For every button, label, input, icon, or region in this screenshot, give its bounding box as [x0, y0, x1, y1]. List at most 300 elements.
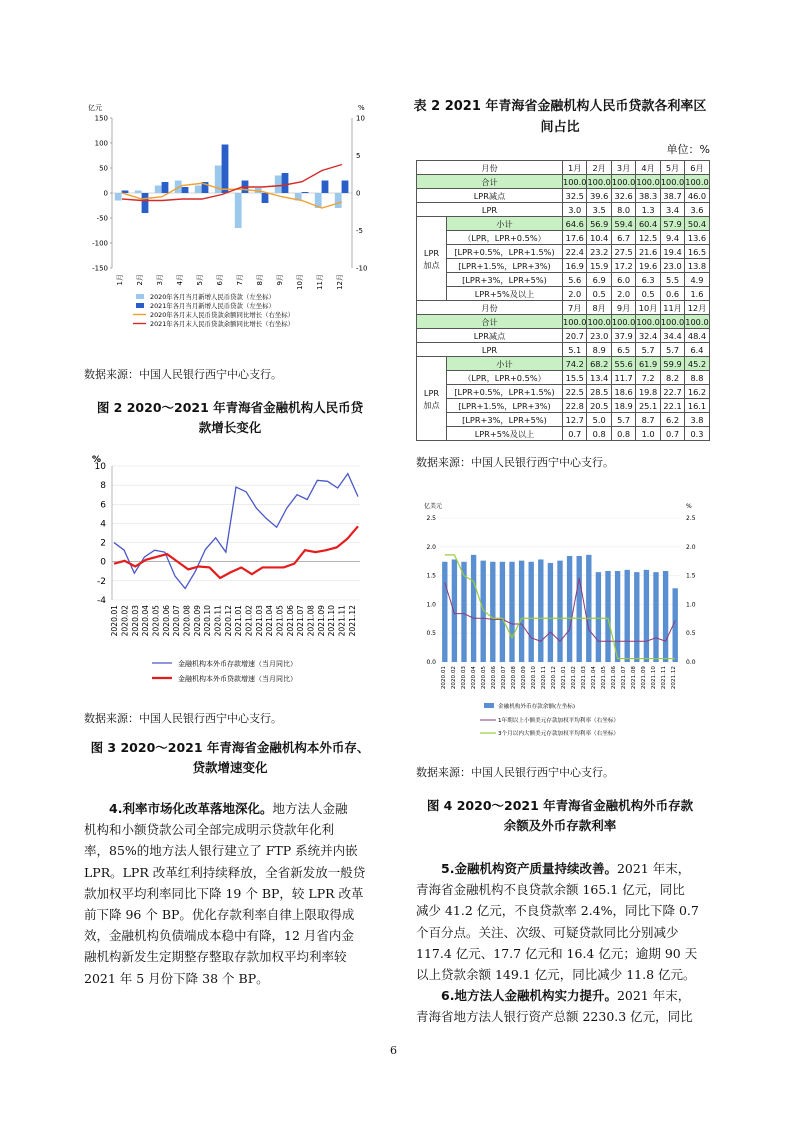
deposit-balance-bar: [634, 572, 639, 662]
row-label: （LPR，LPR+0.5%）: [447, 231, 563, 245]
y-axis-unit-left: 亿元: [88, 104, 102, 112]
bar-2020: [235, 193, 242, 228]
table-row: [417, 357, 710, 371]
figure-2-chart: [80, 96, 380, 346]
table-cell: 0.8: [587, 427, 611, 441]
y-tick-label-right: 1.5: [686, 572, 696, 580]
lpr-group-line2: 加点: [423, 399, 440, 410]
legend-swatch: [136, 303, 144, 308]
table-cell: 8.7: [636, 413, 660, 427]
table-row: [417, 385, 710, 399]
table-cell: 3.5: [587, 203, 611, 217]
table-cell: 8.9: [587, 343, 611, 357]
x-tick-label: 2021.06: [285, 605, 295, 637]
x-tick-label: 2021.09: [641, 666, 647, 690]
table-cell: 5.7: [611, 413, 635, 427]
table-cell: 1.3: [636, 203, 660, 217]
p5-line: 个百分点。关注、次级、可疑贷款同比分别减少: [416, 924, 679, 940]
table-cell: 0.5: [587, 287, 611, 301]
table-cell: 100.0: [685, 316, 709, 327]
deposit-balance-bar: [663, 571, 668, 662]
x-tick-label: 2020.03: [461, 666, 467, 690]
figure-3-caption-line1: 图 3 2020～2021 年青海省金融机构本外币存、: [90, 740, 370, 755]
y-tick-label-right: 2.5: [686, 515, 696, 522]
figure-3-caption: [80, 738, 380, 778]
y-tick-label-right: 2.0: [686, 543, 696, 551]
table-cell: 34.4: [660, 329, 684, 343]
deposit-growth-line: [114, 474, 358, 589]
deposit-balance-bar: [625, 570, 630, 662]
tick-label-left: -100: [92, 239, 108, 248]
table-cell: 0.7: [563, 427, 587, 441]
tick-label-left: 100: [94, 139, 108, 148]
table-cell: 100.0: [563, 176, 587, 187]
table-row: [417, 413, 710, 427]
tick-label-left: -50: [96, 214, 108, 223]
table-cell: 19.6: [636, 259, 660, 273]
table-2-title: [410, 96, 710, 138]
lpr-group-label: [417, 217, 447, 301]
y-tick-label-left: 2.5: [426, 515, 436, 522]
tick-label-left: 50: [99, 164, 108, 173]
table-cell: 23.0: [660, 259, 684, 273]
x-tick-label: 1月: [116, 274, 124, 286]
x-tick-label: 2020.01: [441, 666, 447, 690]
row-label: [LPR+1.5%，LPR+3%): [447, 259, 563, 273]
y-tick-label: -2: [97, 576, 106, 587]
x-tick-label: 2020.04: [141, 605, 151, 637]
x-tick-label: 2020.11: [541, 666, 547, 690]
tick-label-left: 0: [103, 189, 108, 198]
x-tick-label: 2021.01: [561, 666, 567, 690]
x-tick-label: 2020.07: [172, 605, 182, 637]
table-cell: 100.0: [636, 176, 660, 187]
table-row: [417, 343, 710, 357]
paragraph-4: [84, 798, 382, 989]
table-cell: 16.9: [563, 259, 587, 273]
table-cell: 57.9: [660, 217, 684, 231]
table-cell: 46.0: [685, 189, 709, 203]
figure-4-caption-line1: 图 4 2020～2021 年青海省金融机构外币存款: [426, 798, 694, 813]
table-cell: 5.6: [563, 273, 587, 287]
table-cell: 27.5: [611, 245, 635, 259]
lpr-group-label: [417, 357, 447, 441]
table-cell: 0.6: [660, 287, 684, 301]
table-cell: 4.9: [685, 273, 709, 287]
table-cell: 100.0: [685, 176, 709, 187]
tick-label-right: -10: [356, 264, 368, 273]
bar-2021: [302, 192, 309, 193]
tick-label-left: -150: [92, 264, 108, 273]
y-axis-unit-right: %: [358, 104, 365, 112]
table-cell: 19.8: [636, 385, 660, 399]
table-cell: 15.9: [587, 259, 611, 273]
table-cell: 32.6: [611, 189, 635, 203]
bar-2020: [195, 186, 202, 194]
y-tick-label-right: 0.5: [686, 630, 696, 638]
legend-label: 1年期以上小额美元存款加权平均利率（右坐标）: [498, 718, 620, 724]
table-row: [417, 203, 710, 217]
header-label: 月份: [417, 161, 563, 175]
table-cell: 13.8: [685, 259, 709, 273]
x-tick-label: 2020.05: [151, 605, 161, 637]
table-cell: 20.7: [563, 329, 587, 343]
table-2-title-line2: 间占比: [540, 120, 580, 135]
legend-label: 金融机构本外币贷款增速（当月同比）: [178, 675, 297, 683]
figure-3-source: 数据来源：中国人民银行西宁中心支行。: [84, 712, 282, 725]
table-2-source: 数据来源：中国人民银行西宁中心支行。: [416, 456, 614, 469]
row-label: LPR: [417, 203, 563, 217]
month-header: 5月: [660, 161, 684, 175]
legend-label: 2021年各月当月新增人民币贷款（左坐标）: [150, 302, 275, 310]
tick-label-left: 150: [94, 114, 108, 123]
month-header: 11月: [660, 301, 684, 315]
row-label: [LPR+1.5%，LPR+3%): [447, 399, 563, 413]
x-tick-label: 2020.03: [130, 605, 140, 637]
p6-heading: 6.地方法人金融机构实力提升。: [441, 988, 617, 1004]
month-header: 7月: [563, 301, 587, 315]
x-tick-label: 2021.07: [621, 666, 627, 690]
tick-label-right: 0: [356, 189, 361, 198]
x-tick-label: 2020.02: [120, 605, 130, 637]
x-tick-label: 2月: [136, 274, 144, 286]
table-row: [417, 245, 710, 259]
lpr-group-line2: 加点: [423, 259, 440, 270]
figure-2-caption-line1: 图 2 2020～2021 年青海省金融机构人民币贷: [96, 400, 364, 415]
table-cell: 50.4: [685, 217, 709, 231]
p4-heading: 4.利率市场化改革落地深化。: [109, 801, 273, 816]
deposit-balance-bar: [471, 555, 476, 662]
x-tick-label: 2021.03: [581, 666, 587, 690]
figure-3: [80, 452, 380, 694]
table-cell: 0.3: [685, 427, 709, 441]
table-cell: 22.1: [660, 399, 684, 413]
x-tick-label: 2021.03: [254, 605, 264, 637]
table-cell: 3.8: [685, 413, 709, 427]
month-header: 9月: [611, 301, 635, 315]
table-cell: 32.4: [636, 329, 660, 343]
deposit-balance-bar: [577, 556, 582, 662]
table-row: [417, 189, 710, 203]
p4-line: 款加权平均利率同比下降 19 个 BP，较 LPR 改革: [84, 885, 364, 901]
bar-2021: [342, 181, 349, 194]
table-cell: 13.6: [685, 231, 709, 245]
figure-2-caption-line2: 款增长变化: [198, 420, 262, 435]
table-cell: 100.0: [611, 176, 636, 187]
deposit-balance-bar: [557, 561, 562, 662]
table-row: [417, 399, 710, 413]
row-label: [LPR+0.5%，LPR+1.5%): [447, 245, 563, 259]
table-cell: 22.5: [563, 385, 587, 399]
y-tick-label: 10: [94, 462, 106, 472]
table-row: [417, 259, 710, 273]
table-cell: 3.4: [660, 203, 684, 217]
table-cell: 7.2: [636, 371, 660, 385]
x-tick-label: 2020.08: [511, 666, 517, 690]
table-cell: 19.4: [660, 245, 684, 259]
page-number: 6: [390, 1044, 397, 1057]
month-header: 12月: [685, 301, 709, 315]
deposit-balance-bar: [644, 570, 649, 662]
y-tick-label: 8: [100, 481, 106, 492]
legend-swatch: [136, 294, 144, 299]
tick-label-right: -5: [356, 227, 363, 235]
x-tick-label: 6月: [216, 274, 224, 286]
bar-2020: [275, 176, 282, 194]
figure-2-source: 数据来源：中国人民银行西宁中心支行。: [84, 368, 282, 381]
row-label: LPR减点: [417, 329, 563, 343]
figure-4-source: 数据来源：中国人民银行西宁中心支行。: [416, 766, 614, 779]
x-tick-label: 2021.10: [327, 605, 337, 637]
legend-label: 2020年各月当月新增人民币贷款（左坐标）: [150, 293, 275, 301]
x-tick-label: 2020.09: [521, 666, 527, 690]
x-tick-label: 2021.09: [316, 605, 326, 637]
table-cell: 16.2: [685, 385, 709, 399]
table-cell: 2.0: [563, 287, 587, 301]
table-row: [417, 175, 710, 189]
table-cell: 23.2: [587, 245, 611, 259]
x-tick-label: 9月: [276, 274, 284, 286]
table-cell: 6.3: [636, 273, 660, 287]
p4-line: 效，金融机构负债端成本稳中有降，12 月省内金: [84, 928, 354, 944]
table-cell: 28.5: [587, 385, 611, 399]
y-tick-label-left: 0.0: [426, 659, 436, 666]
table-cell: 1.0: [636, 427, 660, 441]
table-cell: 22.7: [660, 385, 684, 399]
x-tick-label: 2021.04: [591, 666, 597, 690]
month-header: 6月: [685, 161, 709, 175]
x-tick-label: 2021.10: [651, 666, 657, 690]
y-tick-label-left: 2.0: [426, 543, 436, 551]
p4-line: LPR。LPR 改革红利持续释放，全省新发放一般贷: [84, 864, 366, 880]
x-tick-label: 2021.07: [296, 605, 306, 637]
table-cell: 74.2: [563, 357, 587, 371]
table-cell: 16.1: [685, 399, 709, 413]
x-tick-label: 4月: [176, 274, 184, 286]
table-cell: 61.9: [636, 357, 660, 371]
deposit-balance-bar: [548, 563, 553, 662]
bar-2021: [182, 187, 189, 193]
legend-swatch: [484, 703, 494, 708]
table-cell: 38.7: [660, 189, 684, 203]
month-header: 3月: [611, 161, 635, 175]
row-label: LPR+5%及以上: [447, 427, 563, 441]
month-header: 1月: [563, 161, 587, 175]
table-2: [416, 160, 710, 441]
tick-label-right: 10: [356, 114, 365, 123]
legend-label: 金融机构本外币存款增速（当月同比）: [178, 660, 297, 668]
table-cell: 59.9: [660, 357, 684, 371]
table-cell: 16.5: [685, 245, 709, 259]
table-cell: 23.0: [587, 329, 611, 343]
table-cell: 6.7: [611, 231, 635, 245]
y-axis-unit-left: 亿美元: [424, 503, 443, 510]
x-tick-label: 2021.08: [631, 666, 637, 690]
x-tick-label: 5月: [196, 274, 204, 286]
table-cell: 6.0: [611, 273, 635, 287]
x-tick-label: 2020.01: [110, 605, 120, 637]
p5-line: 以上贷款余额 149.1 亿元，同比减少 11.8 亿元。: [416, 967, 696, 983]
x-tick-label: 2020.08: [182, 605, 192, 637]
p4-line: 前下降 96 个 BP。优化存款利率自律上限取得成: [84, 907, 355, 923]
p4-line: 融机构新发生定期整存整取存款加权平均利率较: [84, 949, 347, 965]
x-tick-label: 2021.12: [347, 605, 357, 637]
figure-4-caption: [410, 796, 710, 836]
table-cell: 25.1: [636, 399, 660, 413]
x-tick-label: 2020.04: [471, 666, 477, 690]
y-tick-label-left: 1.0: [426, 601, 436, 609]
table-header-row: [417, 301, 710, 315]
table-row: [417, 371, 710, 385]
table-cell: 18.9: [611, 399, 635, 413]
table-cell: 100.0: [660, 316, 685, 327]
row-label: [LPR+3%，LPR+5%): [447, 273, 563, 287]
x-tick-label: 2021.02: [244, 605, 254, 637]
line-series-2021: [122, 165, 342, 201]
table-cell: 6.5: [611, 343, 635, 357]
x-tick-label: 2021.06: [611, 666, 617, 690]
y-axis-unit: %: [92, 455, 102, 465]
deposit-balance-bar: [605, 571, 610, 662]
deposit-balance-bar: [586, 555, 591, 662]
x-tick-label: 2021.05: [275, 605, 285, 637]
month-header: 2月: [587, 161, 611, 175]
table-cell: 22.8: [563, 399, 587, 413]
x-tick-label: 10月: [296, 274, 304, 290]
deposit-balance-bar: [500, 562, 505, 662]
table-cell: 100.0: [587, 176, 611, 187]
table-row: [417, 217, 710, 231]
x-tick-label: 2021.01: [234, 605, 244, 637]
figure-4: [418, 500, 708, 740]
table-2-unit: 单位：%: [666, 143, 710, 156]
table-cell: 6.4: [685, 343, 709, 357]
p5-line: 2021 年末，: [616, 861, 691, 876]
header-label: 月份: [417, 301, 563, 315]
bar-2021: [222, 145, 229, 194]
table-cell: 0.8: [611, 427, 635, 441]
figure-3-chart: [80, 452, 380, 694]
table-cell: 68.2: [587, 357, 611, 371]
table-cell: 6.9: [587, 273, 611, 287]
bar-2020: [115, 193, 122, 201]
lpr-group-line1: LPR: [423, 387, 440, 398]
deposit-balance-bar: [490, 562, 495, 662]
x-tick-label: 2020.06: [161, 605, 171, 637]
table-row: [417, 315, 710, 329]
rate-table: [416, 160, 710, 441]
figure-3-caption-line2: 贷款增速变化: [192, 760, 268, 775]
row-label: （LPR，LPR+0.5%）: [447, 371, 563, 385]
figure-2-caption: [80, 398, 380, 438]
table-cell: 56.9: [587, 217, 611, 231]
deposit-balance-bar: [442, 562, 447, 662]
row-label: LPR: [417, 343, 563, 357]
x-tick-label: 2021.04: [265, 605, 275, 637]
bar-2020: [135, 191, 142, 194]
legend-label: 金融机构外币存款余额(左坐标): [498, 704, 576, 710]
table-cell: 1.6: [685, 287, 709, 301]
x-tick-label: 2020.11: [213, 605, 223, 637]
y-tick-label: 2: [100, 538, 106, 549]
deposit-balance-bar: [567, 556, 572, 662]
legend-label: 3个月以内大额美元存款加权平均利率（右坐标）: [498, 731, 620, 737]
lpr-group-line1: LPR: [423, 247, 440, 258]
table-cell: 8.2: [660, 371, 684, 385]
table-cell: 38.3: [636, 189, 660, 203]
table-cell: 22.4: [563, 245, 587, 259]
month-header: 10月: [636, 301, 660, 315]
table-2-title-line1: 表 2 2021 年青海省金融机构人民币贷款各利率区: [413, 99, 707, 114]
table-cell: 10.4: [587, 231, 611, 245]
table-cell: 18.6: [611, 385, 635, 399]
p5-line: 117.4 亿元、17.7 亿元和 16.4 亿元；逾期 90 天: [416, 945, 698, 961]
table-cell: 6.2: [660, 413, 684, 427]
figure-2: [80, 96, 380, 346]
row-label: LPR+5%及以上: [447, 287, 563, 301]
table-row: [417, 427, 710, 441]
y-tick-label-left: 0.5: [426, 630, 436, 638]
table-row: [417, 329, 710, 343]
table-cell: 100.0: [660, 176, 685, 187]
bar-2021: [142, 193, 149, 213]
bar-2020: [155, 186, 162, 194]
x-tick-label: 2021.08: [306, 605, 316, 637]
paragraph-5: [416, 858, 714, 1028]
x-tick-label: 2020.10: [531, 666, 537, 690]
y-tick-label: 6: [100, 500, 106, 511]
table-cell: 17.6: [563, 231, 587, 245]
p4-line: 机构和小额贷款公司全部完成明示贷款年化利: [84, 822, 335, 838]
x-tick-label: 2020.02: [451, 666, 457, 690]
bar-2021: [322, 181, 329, 194]
table-cell: 3.0: [563, 203, 587, 217]
p4-line: 2021 年 5 月份下降 38 个 BP。: [84, 970, 269, 986]
deposit-balance-bar: [529, 562, 534, 662]
y-tick-label-left: 1.5: [426, 572, 436, 580]
row-label: 小计: [447, 357, 563, 371]
table-row: [417, 273, 710, 287]
y-tick-label-right: 0.0: [686, 659, 696, 666]
x-tick-label: 2020.09: [192, 605, 202, 637]
x-tick-label: 2020.05: [481, 666, 487, 690]
table-cell: 13.4: [587, 371, 611, 385]
x-tick-label: 2020.12: [223, 605, 233, 637]
x-tick-label: 8月: [256, 274, 264, 286]
table-cell: 12.5: [636, 231, 660, 245]
bar-2021: [282, 173, 289, 193]
table-cell: 48.4: [685, 329, 709, 343]
x-tick-label: 2020.06: [491, 666, 497, 690]
bar-2021: [262, 193, 269, 203]
table-cell: 64.6: [563, 217, 587, 231]
table-cell: 5.7: [636, 343, 660, 357]
p5-line: 减少 41.2 亿元，不良贷款率 2.4%，同比下降 0.7: [416, 903, 699, 919]
table-cell: 39.6: [587, 189, 611, 203]
table-cell: 100.0: [563, 316, 587, 327]
table-cell: 9.4: [660, 231, 684, 245]
x-tick-label: 2020.10: [203, 605, 213, 637]
x-tick-label: 2021.12: [671, 666, 677, 690]
p4-line: 率，85%的地方法人银行建立了 FTP 系统并内嵌: [84, 843, 358, 859]
legend-label: 2020年各月末人民币贷款余额同比增长（右坐标）: [150, 311, 295, 319]
x-tick-label: 2020.12: [551, 666, 557, 690]
table-cell: 8.8: [685, 371, 709, 385]
row-label: 合计: [417, 175, 563, 189]
x-tick-label: 2021.02: [571, 666, 577, 690]
table-cell: 3.6: [685, 203, 709, 217]
x-tick-label: 2021.05: [601, 666, 607, 690]
